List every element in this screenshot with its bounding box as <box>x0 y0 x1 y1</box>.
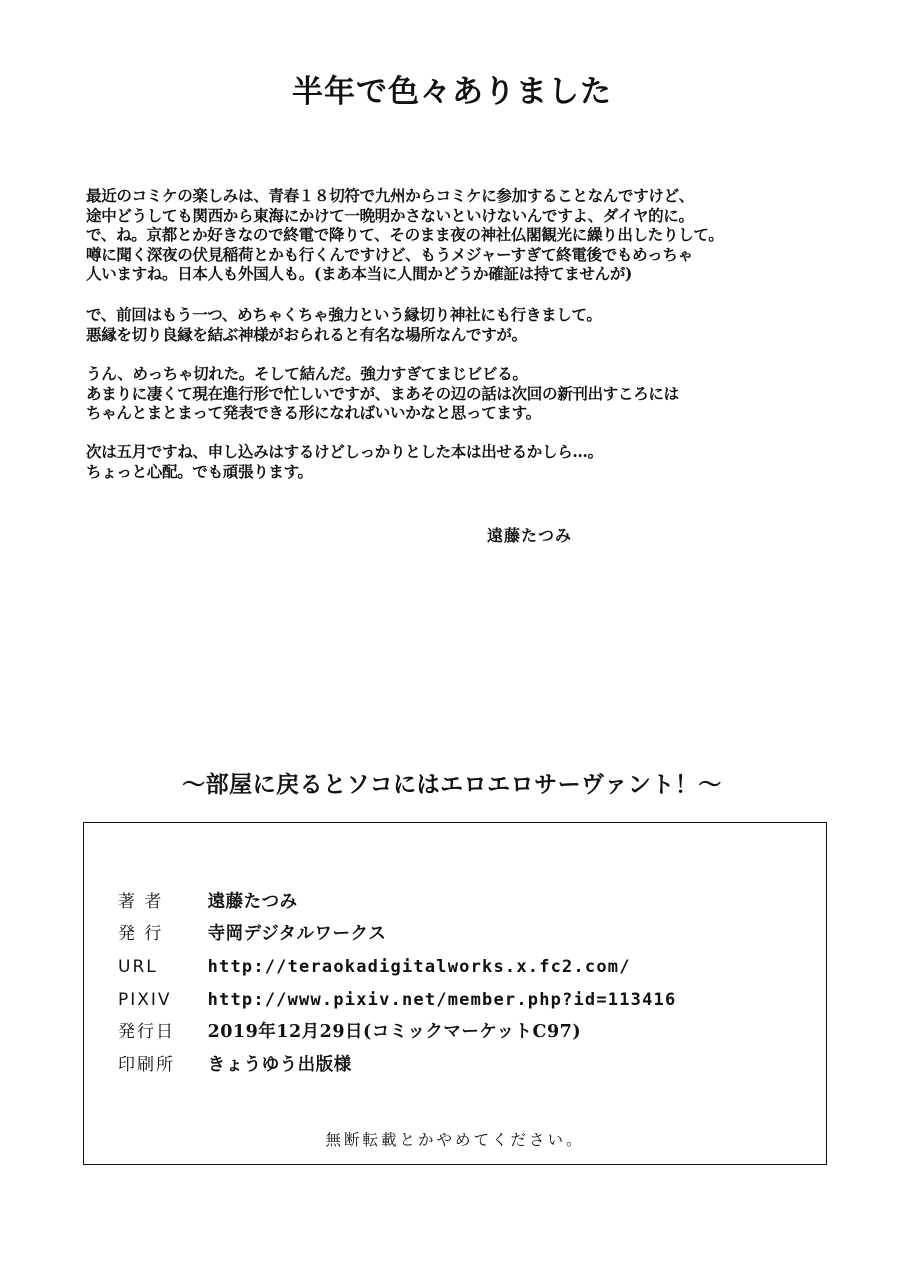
colophon-row-pixiv <box>118 985 676 1015</box>
afterword-paragraph <box>86 364 846 423</box>
website-link[interactable]: http://teraokadigitalworks.x.fc2.com/ <box>207 957 631 977</box>
colophon-label: PIXIV <box>118 990 172 1010</box>
colophon-row-date <box>118 1017 581 1047</box>
text-line: 途中どうしても関西から東海にかけて一晩明かさないといけないんですよ、ダイヤ的に。 <box>86 205 694 225</box>
colophon-value: 遠藤たつみ <box>207 892 298 912</box>
text-line: うん、めっちゃ切れた。そして結んだ。強力すぎてまじビビる。 <box>86 364 528 383</box>
colophon-label: 印刷所 <box>118 1055 175 1075</box>
colophon-label: URL <box>118 957 158 977</box>
text-line: あまりに凄くて現在進行形で忙しいですが、まあその辺の話は次回の新刊出すころには <box>86 383 679 403</box>
afterword-paragraph <box>86 442 846 481</box>
author-signature: 遠藤たつみ <box>487 526 573 545</box>
colophon-value: きょうゆう出版様 <box>207 1055 352 1075</box>
text-line: 人いますね。日本人も外国人も。(まあ本当に人間かどうか確証は持てませんが) <box>86 264 633 284</box>
colophon-row-url <box>118 952 631 982</box>
text-line: 最近のコミケの楽しみは、青春１８切符で九州からコミケに参加することなんですけど、 <box>86 186 695 205</box>
reprint-notice: 無断転載とかやめてください。 <box>325 1131 585 1149</box>
afterword-paragraph <box>86 186 846 284</box>
text-line: 悪縁を切り良縁を結ぶ神様がおられると有名な場所なんですが。 <box>86 324 527 344</box>
colophon-value: 寺岡デジタルワークス <box>207 924 387 944</box>
colophon-value: 2019年12月29日(コミックマーケットC97) <box>207 1022 582 1042</box>
text-line: で、前回はもう一つ、めちゃくちゃ強力という縁切り神社にも行きまして。 <box>86 305 602 324</box>
colophon-row-publisher <box>118 919 386 949</box>
colophon-box <box>83 822 827 1165</box>
colophon-label: 発 行 <box>118 924 164 944</box>
text-line: ちゃんとまとまって発表できる形になればいいかなと思ってます。 <box>86 403 541 423</box>
text-line: で、ね。京都とか好きなので終電で降りて、そのまま夜の神社仏閣観光に繰り出したりして。 <box>86 225 724 245</box>
text-line: 次は五月ですね、申し込みはするけどしっかりとした本は出せるかしら…。 <box>86 442 603 461</box>
colophon-row-printer <box>118 1050 352 1080</box>
page-title: 半年で色々ありました <box>292 74 612 110</box>
colophon-row-author <box>118 887 298 917</box>
colophon-label: 発行日 <box>118 1022 175 1042</box>
colophon-label: 著 者 <box>118 892 164 912</box>
book-title: ～部屋に戻るとソコにはエロエロサーヴァント！～ <box>182 771 722 798</box>
text-line: ちょっと心配。でも頑張ります。 <box>86 461 313 481</box>
pixiv-link[interactable]: http://www.pixiv.net/member.php?id=113416 <box>207 990 677 1010</box>
text-line: 噂に聞く深夜の伏見稲荷とかも行くんですけど、もうメジャーすぎて終電後でもめっちゃ <box>86 244 693 264</box>
afterword-paragraph <box>86 305 846 344</box>
